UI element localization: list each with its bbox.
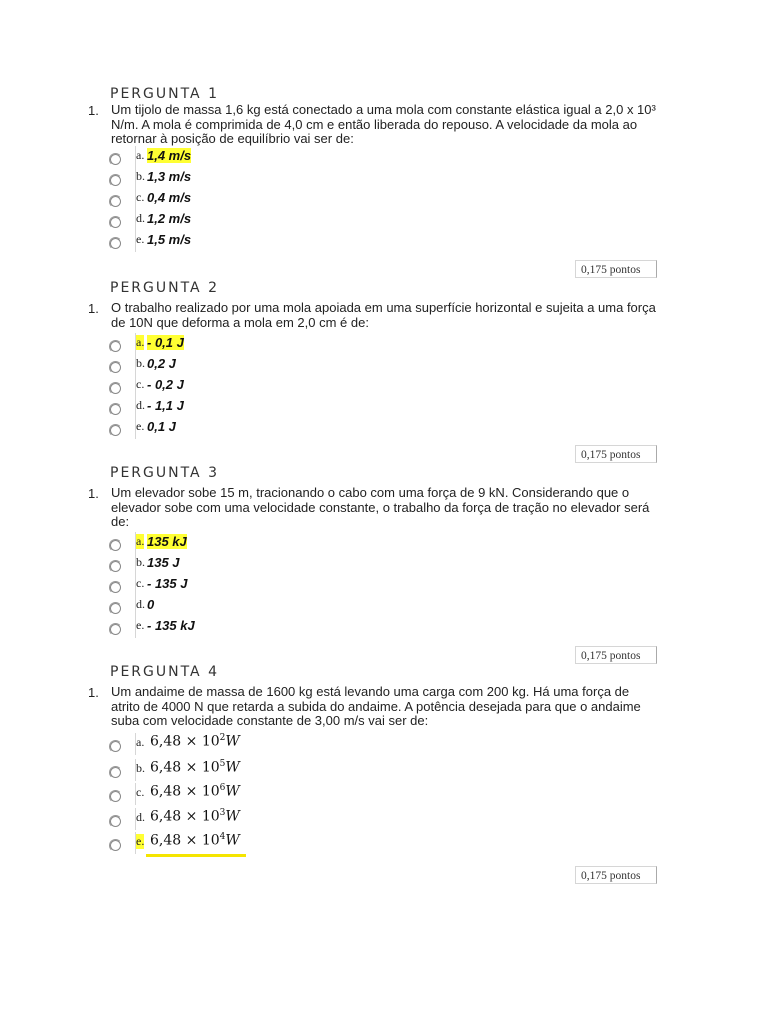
radio-button-c[interactable] <box>110 383 121 394</box>
radio-button-c[interactable] <box>110 791 121 802</box>
radio-button-d[interactable] <box>110 603 121 614</box>
radio-button-c[interactable] <box>110 196 121 207</box>
radio-button-c[interactable] <box>110 582 121 593</box>
option-answer: - 0,2 J <box>147 377 184 392</box>
option-e[interactable] <box>110 618 410 638</box>
option-e[interactable] <box>110 834 410 854</box>
radio-button-e[interactable] <box>110 238 121 249</box>
question-text: Um elevador sobe 15 m, tracionando o cabo com uma força de 9 kN. Considerando que o elevador sobe com uma velocidade constante, o trabalho da força de tração no elevador será de: <box>111 485 650 529</box>
option-b[interactable] <box>110 356 410 376</box>
option-answer: 0 <box>147 597 155 612</box>
option-answer: 1,4 m/s <box>147 148 192 163</box>
option-letter: c. <box>136 785 145 799</box>
radio-button-a[interactable] <box>110 741 121 752</box>
option-c[interactable] <box>110 576 410 596</box>
option-d[interactable] <box>110 398 410 418</box>
option-letter: b. <box>136 169 145 183</box>
option-c[interactable] <box>110 785 410 805</box>
radio-button-b[interactable] <box>110 767 121 778</box>
option-answer: 1,5 m/s <box>147 232 192 247</box>
question-number: 1. <box>88 301 99 316</box>
radio-button-a[interactable] <box>110 154 121 165</box>
option-a[interactable] <box>110 534 410 554</box>
option-letter: d. <box>136 211 145 225</box>
radio-button-b[interactable] <box>110 362 121 373</box>
option-a[interactable] <box>110 148 410 168</box>
option-letter: b. <box>136 761 145 775</box>
option-answer: - 0,1 J <box>147 335 184 350</box>
option-a[interactable] <box>110 335 410 355</box>
answer-underline <box>146 854 246 857</box>
option-answer: 135 kJ <box>147 534 187 549</box>
option-letter: e. <box>136 834 145 848</box>
option-e[interactable] <box>110 232 410 252</box>
points-badge: 0,175 pontos <box>575 260 657 278</box>
option-e[interactable] <box>110 419 410 439</box>
points-badge: 0,175 pontos <box>575 866 657 884</box>
option-answer: 0,1 J <box>147 419 176 434</box>
points-badge: 0,175 pontos <box>575 646 657 664</box>
option-formula: $6,48 \times 10^3W$ <box>150 808 240 825</box>
option-letter: a. <box>136 148 145 162</box>
option-formula: $6,48 \times 10^2W$ <box>150 733 240 750</box>
option-letter: d. <box>136 597 145 611</box>
option-letter: e. <box>136 419 145 433</box>
option-letter: a. <box>136 534 145 548</box>
option-d[interactable] <box>110 211 410 231</box>
question-title: PERGUNTA 4 <box>110 664 219 680</box>
question-title: PERGUNTA 1 <box>110 86 219 102</box>
question-title: PERGUNTA 3 <box>110 465 219 481</box>
question-text: Um tijolo de massa 1,6 kg está conectado a uma mola com constante elástica igual a 2,0 x 10³ N/m. A mola é comprimida de 4,0 cm e então liberada do repouso. A velocidade da mola ao retornar à posição de equilíbrio vai ser de: <box>111 102 656 146</box>
option-c[interactable] <box>110 190 410 210</box>
option-b[interactable] <box>110 169 410 189</box>
option-answer: - 135 J <box>147 576 188 591</box>
option-formula: $6,48 \times 10^6W$ <box>150 783 240 800</box>
question-title: PERGUNTA 2 <box>110 280 219 296</box>
option-d[interactable] <box>110 810 410 830</box>
option-letter: e. <box>136 618 145 632</box>
option-letter: e. <box>136 232 145 246</box>
option-letter: c. <box>136 576 145 590</box>
option-letter: b. <box>136 356 145 370</box>
radio-button-d[interactable] <box>110 217 121 228</box>
radio-button-d[interactable] <box>110 404 121 415</box>
radio-button-d[interactable] <box>110 816 121 827</box>
radio-button-a[interactable] <box>110 341 121 352</box>
option-letter: a. <box>136 735 145 749</box>
points-badge: 0,175 pontos <box>575 445 657 463</box>
option-answer: 0,4 m/s <box>147 190 192 205</box>
radio-button-e[interactable] <box>110 840 121 851</box>
question-number: 1. <box>88 486 99 501</box>
option-letter: d. <box>136 398 145 412</box>
option-answer: 1,2 m/s <box>147 211 192 226</box>
radio-button-e[interactable] <box>110 624 121 635</box>
option-letter: d. <box>136 810 145 824</box>
option-letter: a. <box>136 335 145 349</box>
question-text: Um andaime de massa de 1600 kg está levando uma carga com 200 kg. Há uma força de atrito de 4000 N que retarda a subida do andaime. A potência desejada para que o andaime suba com velocidade constante de 3,00 m/s vai ser de: <box>111 684 641 728</box>
option-formula: $6,48 \times 10^5W$ <box>150 759 240 776</box>
option-c[interactable] <box>110 377 410 397</box>
question-text: O trabalho realizado por uma mola apoiada em uma superfície horizontal e sujeita a uma força de 10N que deforma a mola em 2,0 cm é de: <box>111 300 656 330</box>
option-b[interactable] <box>110 555 410 575</box>
option-letter: b. <box>136 555 145 569</box>
option-a[interactable] <box>110 735 410 755</box>
option-formula: $6,48 \times 10^4W$ <box>150 832 240 849</box>
option-letter: c. <box>136 190 145 204</box>
radio-button-b[interactable] <box>110 561 121 572</box>
question-number: 1. <box>88 103 99 118</box>
option-answer: - 1,1 J <box>147 398 184 413</box>
option-b[interactable] <box>110 761 410 781</box>
question-number: 1. <box>88 685 99 700</box>
option-answer: 0,2 J <box>147 356 176 371</box>
option-d[interactable] <box>110 597 410 617</box>
radio-button-a[interactable] <box>110 540 121 551</box>
option-answer: 1,3 m/s <box>147 169 192 184</box>
option-letter: c. <box>136 377 145 391</box>
option-answer: 135 J <box>147 555 180 570</box>
radio-button-b[interactable] <box>110 175 121 186</box>
option-answer: - 135 kJ <box>147 618 195 633</box>
radio-button-e[interactable] <box>110 425 121 436</box>
